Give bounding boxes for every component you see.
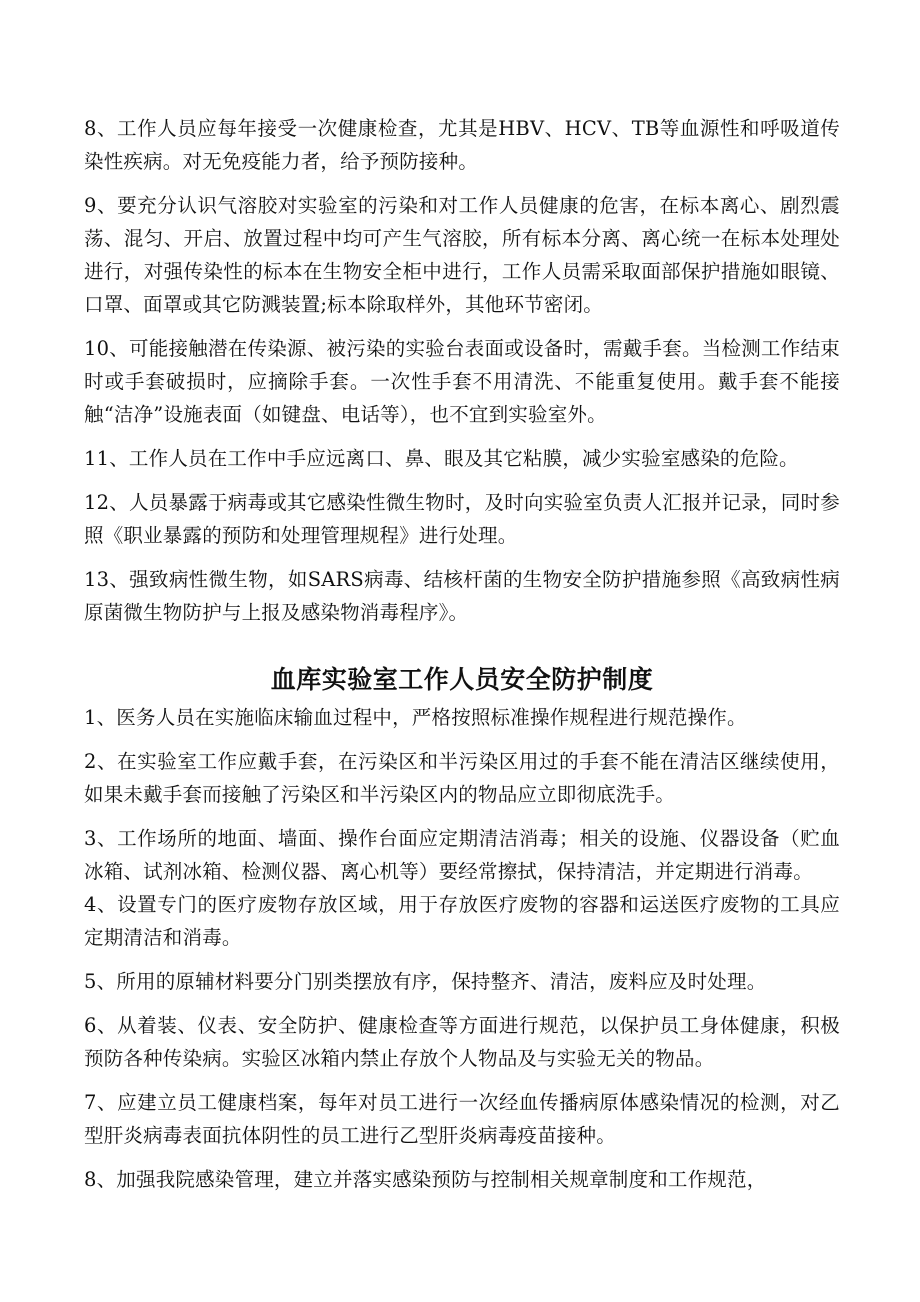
rule-item-8: 8、工作人员应每年接受一次健康检查，尤其是HBV、HCV、TB等血源性和呼吸道传染性疾病。对无免疫能力者，给予预防接种。	[84, 117, 840, 173]
rule-item-10: 10、可能接触潜在传染源、被污染的实验台表面或设备时，需戴手套。当检测工作结束时或手套破损时，应摘除手套。一次性手套不用清洗、不能重复使用。戴手套不能接触“洁净”设施表面（如键盘、电话等），也不宜到实验室外。	[84, 337, 840, 426]
blood-bank-rule-3: 3、工作场所的地面、墙面、操作台面应定期清洁消毒；相关的设施、仪器设备（贮血冰箱、试剂冰箱、检测仪器、离心机等）要经常擦拭，保持清洁，并定期进行消毒。	[84, 827, 840, 883]
blood-bank-rule-1: 1、医务人员在实施临床输血过程中，严格按照标准操作规程进行规范操作。	[84, 706, 747, 729]
rule-item-12: 12、人员暴露于病毒或其它感染性微生物时，及时向实验室负责人汇报并记录，同时参照《职业暴露的预防和处理管理规程》进行处理。	[84, 491, 840, 547]
document-page	[84, 112, 840, 1207]
blood-bank-rule-6: 6、从着装、仪表、安全防护、健康检查等方面进行规范，以保护员工身体健康，积极预防各种传染病。实验区冰箱内禁止存放个人物品及与实验无关的物品。	[84, 1014, 840, 1070]
blood-bank-rule-5: 5、所用的原辅材料要分门别类摆放有序，保持整齐、清洁，废料应及时处理。	[84, 970, 767, 993]
rule-item-13: 13、强致病性微生物，如SARS病毒、结核杆菌的生物安全防护措施参照《高致病性病原菌微生物防护与上报及感染物消毒程序》。	[84, 568, 840, 624]
blood-bank-rule-2: 2、在实验室工作应戴手套，在污染区和半污染区用过的手套不能在清洁区继续使用，如果未戴手套而接触了污染区和半污染区内的物品应立即彻底洗手。	[84, 750, 840, 806]
blood-bank-rule-7: 7、应建立员工健康档案，每年对员工进行一次经血传播病原体感染情况的检测，对乙型肝炎病毒表面抗体阴性的员工进行乙型肝炎病毒疫苗接种。	[84, 1091, 840, 1147]
section-title: 血库实验室工作人员安全防护制度	[270, 665, 654, 694]
rule-item-11: 11、工作人员在工作中手应远离口、鼻、眼及其它粘膜，减少实验室感染的危险。	[84, 447, 799, 470]
blood-bank-rule-8: 8、加强我院感染管理，建立并落实感染预防与控制相关规章制度和工作规范，	[84, 1168, 767, 1191]
rule-item-9: 9、要充分认识气溶胶对实验室的污染和对工作人员健康的危害，在标本离心、剧烈震荡、混匀、开启、放置过程中均可产生气溶胶，所有标本分离、离心统一在标本处理处进行，对强传染性的标本在生物安全柜中进行，工作人员需采取面部保护措施如眼镜、口罩、面罩或其它防溅装置;标本除取样外，其他环节密闭。	[84, 194, 840, 316]
blood-bank-rule-4: 4、设置专门的医疗废物存放区域，用于存放医疗废物的容器和运送医疗废物的工具应定期清洁和消毒。	[84, 893, 840, 949]
